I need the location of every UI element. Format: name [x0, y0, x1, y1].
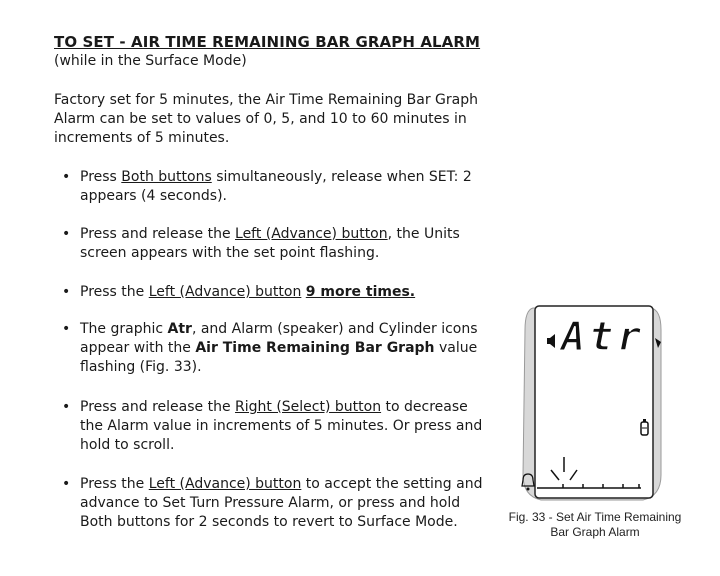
left-advance-button-ref: Left (Advance) button: [148, 284, 302, 300]
text-span: value flashing (Fig. 33).: [80, 340, 478, 375]
both-buttons-link: Both buttons: [121, 169, 212, 185]
caption-line-1: Fig. 33 - Set Air Time Remaining: [508, 510, 682, 524]
repeat-count: 9 more times.: [305, 284, 416, 300]
instruction-text: [80, 320, 490, 377]
text-span: , the Units screen appears with the set point flashing.: [80, 226, 460, 261]
dive-computer-display: [515, 300, 665, 510]
bullet-marker: •: [62, 226, 71, 242]
bullet-marker: •: [62, 284, 71, 300]
page-title: TO SET - AIR TIME REMAINING BAR GRAPH ALARM: [54, 33, 481, 51]
text-span: Press and release the: [80, 399, 236, 415]
text-span: , and Alarm (speaker) and Cylinder icons appear with the: [80, 321, 478, 356]
text-span: The graphic: [80, 321, 168, 337]
text-span: Press and release the: [80, 226, 236, 242]
caption-line-2: Bar Graph Alarm: [550, 525, 640, 539]
figure-caption: [500, 510, 690, 540]
bullet-marker: •: [62, 476, 71, 492]
page-subtitle: (while in the Surface Mode): [54, 53, 247, 69]
bullet-marker: •: [62, 169, 71, 185]
bullet-marker: •: [62, 321, 71, 337]
left-advance-button-ref: Left (Advance) button: [148, 476, 302, 492]
instruction-text: [80, 168, 490, 206]
left-advance-button-ref: Left (Advance) button: [235, 226, 388, 242]
instruction-text: [80, 225, 490, 263]
intro-paragraph: Factory set for 5 minutes, the Air Time Remaining Bar Graph Alarm can be set to values of 0, 5, and 10 to 60 minutes in increments of 5 minutes.: [54, 92, 478, 146]
text-span: Press the: [80, 476, 149, 492]
text-span: simultaneously, release when SET: 2 appears (4 seconds).: [80, 169, 472, 204]
atr-term: Atr: [167, 321, 192, 337]
atr-display-text: Atr: [561, 314, 646, 360]
text-span: to decrease the Alarm value in increments of 5 minutes. Or press and hold to scroll.: [80, 399, 483, 453]
instruction-text: [80, 283, 490, 302]
right-select-button-ref: Right (Select) button: [235, 399, 382, 415]
text-span: Press the: [80, 284, 149, 300]
bar-graph-term: Air Time Remaining Bar Graph: [195, 340, 435, 356]
text-span: Press: [80, 169, 122, 185]
instruction-text: [80, 398, 490, 455]
bullet-marker: •: [62, 399, 71, 415]
text-span: to accept the setting and advance to Set Turn Pressure Alarm, or press and hold Both buttons for 2 seconds to revert to Surface Mode.: [80, 476, 483, 530]
instruction-text: [80, 475, 490, 532]
